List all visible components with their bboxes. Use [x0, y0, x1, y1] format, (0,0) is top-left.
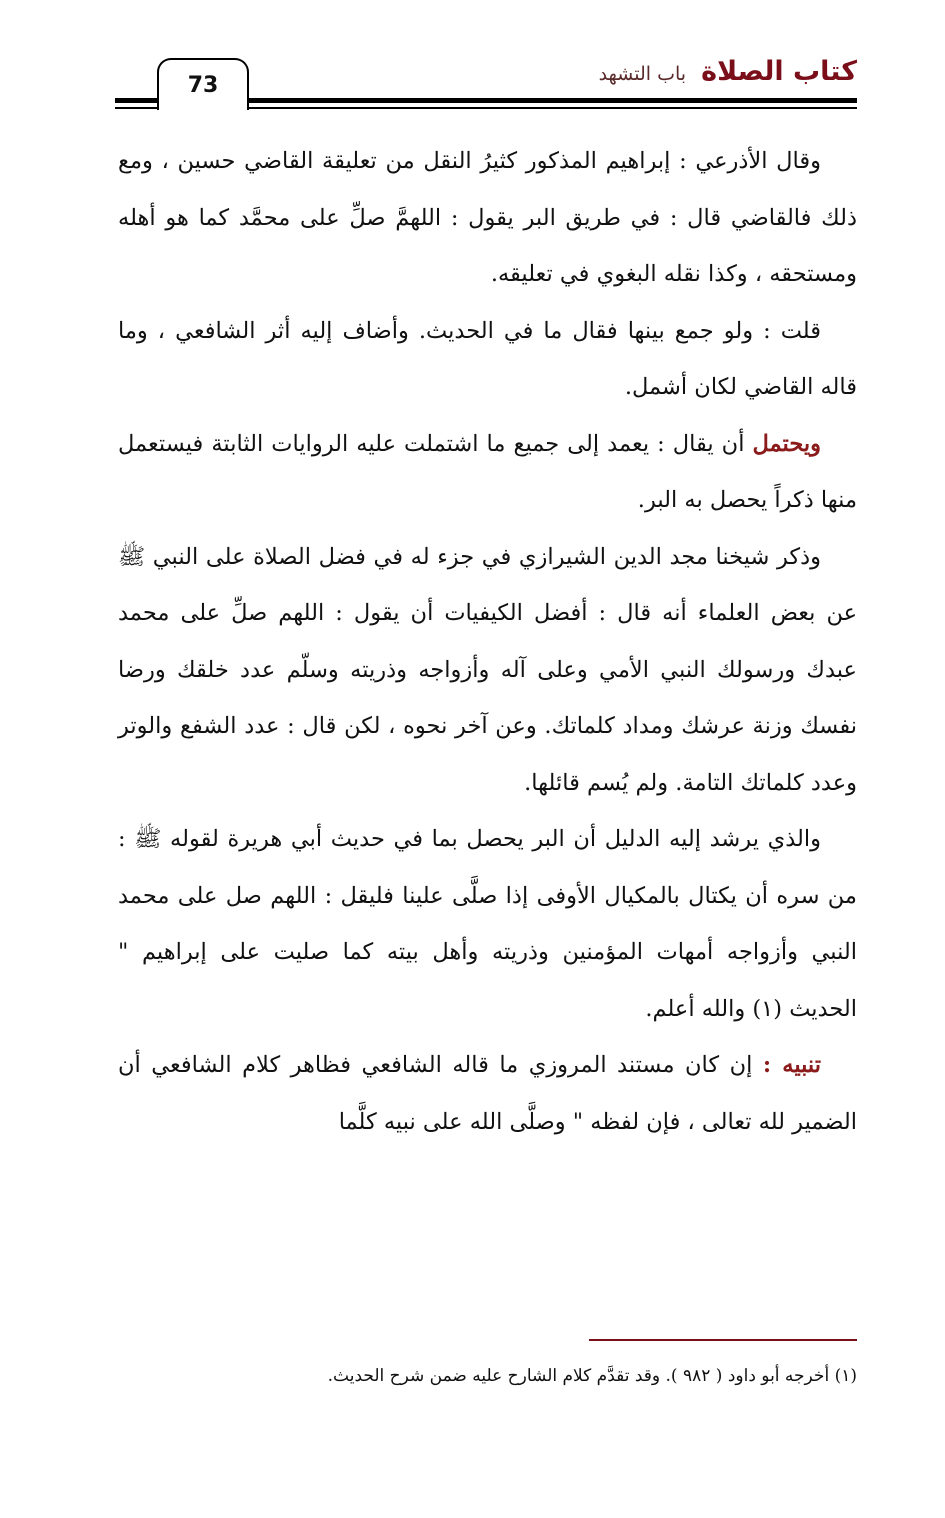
paragraph-4 [118, 529, 857, 812]
paragraph-text: والذي يرشد إليه الدليل أن البر يحصل بما في حديث أبي هريرة لقوله ﷺ : من سره أن يكتال بالمكيال الأوفى إذا صلَّى علينا فليقل : اللهم صل على محمد النبي وأزواجه أمهات المؤمنين وذريته وأهل بيته كما صليت على إبراهيم " الحديث (١) والله أعلم. [118, 826, 857, 1022]
main-text [118, 133, 857, 1150]
paragraph-6 [118, 1037, 857, 1150]
paragraph-lead: ويحتمل [752, 430, 821, 457]
paragraph-5 [118, 811, 857, 1037]
paragraph-text: أن يقال : يعمد إلى جميع ما اشتملت عليه الروايات الثابتة فيستعمل منها ذكراً يحصل به البر. [118, 430, 857, 513]
paragraph-text: وقال الأذرعي : إبراهيم المذكور كثيرُ النقل من تعليقة القاضي حسين ، ومع ذلك فالقاضي قال : في طريق البر يقول : اللهمَّ صلِّ على محمَّد كما هو أهله ومستحقه ، وكذا نقله البغوي في تعليقه. [118, 148, 857, 287]
paragraph-text: إن كان مستند المروزي ما قاله الشافعي فظاهر كلام الشافعي أن الضمير لله تعالى ، فإن لفظه " وصلَّى الله على نبيه كلَّما [118, 1052, 857, 1135]
running-title [599, 56, 857, 87]
paragraph-lead: تنبيه : [762, 1052, 821, 1078]
paragraph-1 [118, 133, 857, 303]
chapter-title: باب التشهد [598, 63, 687, 85]
paragraph-text: قلت : ولو جمع بينها فقال ما في الحديث. وأضاف إليه أثر الشافعي ، وما قاله القاضي لكان أشمل. [118, 317, 857, 400]
paragraph-text: وذكر شيخنا مجد الدين الشيرازي في جزء له في فضل الصلاة على النبي ﷺ عن بعض العلماء أنه قال : أفضل الكيفيات أن يقول : اللهم صلِّ على محمد عبدك ورسولك النبي الأمي وعلى آله وأزواجه وذريته وسلّم عدد خلقك ورضا نفسك وزنة عرشك ومداد كلماتك. وعن آخر نحوه ، لكن قال : عدد الشفع والوتر وعدد كلماتك التامة. ولم يُسم قائلها. [118, 543, 857, 796]
page-number: 73 [157, 58, 249, 110]
paragraph-2 [118, 303, 857, 416]
footnote-divider [589, 1339, 857, 1341]
book-title: كتاب الصلاة [701, 56, 857, 87]
footnote: (١) أخرجه أبو داود ( ٩٨٢ ). وقد تقدَّم كلام الشارح عليه ضمن شرح الحديث. [327, 1366, 857, 1386]
paragraph-3 [118, 416, 857, 529]
page-header [115, 54, 857, 112]
